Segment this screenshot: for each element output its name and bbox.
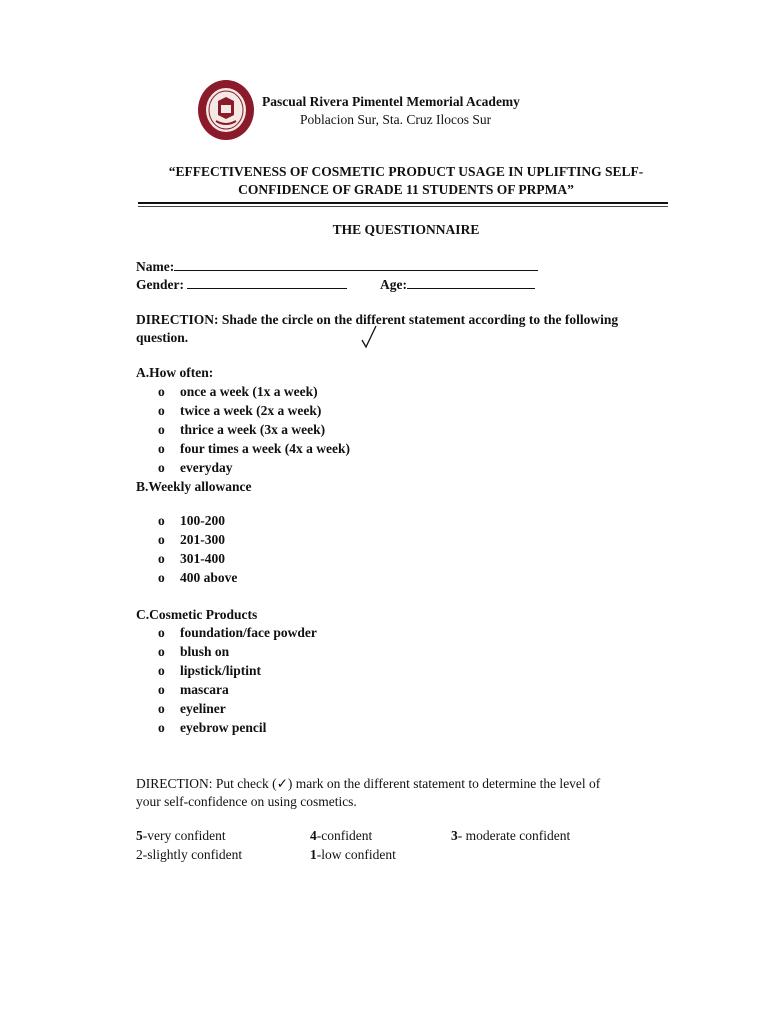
name-blank[interactable] (174, 258, 538, 271)
section-c-options (136, 623, 317, 737)
research-title-line-2: CONFIDENCE OF GRADE 11 STUDENTS OF PRPMA” (238, 182, 574, 197)
option-item[interactable]: o 201-300 (158, 532, 225, 547)
research-title-line-1: “EFFECTIVENESS OF COSMETIC PRODUCT USAGE IN UPLIFTING SELF- (168, 164, 644, 179)
option-item[interactable]: o foundation/face powder (158, 625, 317, 640)
direction-1-line-1: DIRECTION: Shade the circle on the different statement according to the following (136, 312, 619, 327)
scale-4: 4-confident (310, 828, 373, 843)
scale-5: 5-very confident (136, 828, 226, 843)
age-label: Age: (380, 277, 407, 292)
bullet-circle-icon: o (158, 532, 165, 547)
title-divider-thick (138, 202, 668, 204)
direction-2-line-2: your self-confidence on using cosmetics. (136, 794, 357, 809)
gender-blank[interactable] (187, 276, 347, 289)
bullet-circle-icon: o (158, 513, 165, 528)
school-address: Poblacion Sur, Sta. Cruz Ilocos Sur (300, 112, 492, 127)
option-item[interactable]: o eyeliner (158, 701, 226, 716)
section-a-heading: A.How often: (136, 365, 214, 380)
bullet-circle-icon: o (158, 701, 165, 716)
option-item[interactable]: o blush on (158, 644, 230, 659)
bullet-circle-icon: o (158, 403, 165, 418)
gender-label: Gender: (136, 277, 184, 292)
bullet-circle-icon: o (158, 384, 165, 399)
option-item[interactable]: o eyebrow pencil (158, 720, 267, 735)
bullet-circle-icon: o (158, 720, 165, 735)
scale-3: 3- moderate confident (451, 828, 571, 843)
bullet-circle-icon: o (158, 551, 165, 566)
option-item[interactable]: o four times a week (4x a week) (158, 441, 350, 456)
section-b-options (136, 511, 237, 587)
age-field-row (380, 276, 535, 293)
age-blank[interactable] (407, 276, 535, 289)
direction-2-line-1: DIRECTION: Put check (✓) mark on the different statement to determine the level of (136, 776, 601, 791)
option-item[interactable]: o lipstick/liptint (158, 663, 262, 678)
school-name: Pascual Rivera Pimentel Memorial Academy (262, 94, 520, 109)
gender-field-row (136, 276, 347, 293)
option-item[interactable]: o everyday (158, 460, 233, 475)
option-item[interactable]: o mascara (158, 682, 229, 697)
option-item[interactable]: o 100-200 (158, 513, 225, 528)
bullet-circle-icon: o (158, 625, 165, 640)
option-item[interactable]: o 301-400 (158, 551, 225, 566)
option-item[interactable]: o twice a week (2x a week) (158, 403, 322, 418)
section-a-options (136, 382, 350, 477)
bullet-circle-icon: o (158, 644, 165, 659)
bullet-circle-icon: o (158, 422, 165, 437)
check-mark-icon (360, 324, 378, 350)
bullet-circle-icon: o (158, 663, 165, 678)
option-item[interactable]: o 400 above (158, 570, 238, 585)
bullet-circle-icon: o (158, 682, 165, 697)
bullet-circle-icon: o (158, 570, 165, 585)
option-item[interactable]: o once a week (1x a week) (158, 384, 318, 399)
scale-2: 2-slightly confident (136, 847, 243, 862)
option-item[interactable]: o thrice a week (3x a week) (158, 422, 326, 437)
school-seal-icon (197, 79, 255, 141)
direction-1-line-2: question. (136, 330, 189, 345)
scale-1: 1-low confident (310, 847, 396, 862)
section-c-heading: C.Cosmetic Products (136, 607, 258, 622)
questionnaire-heading: THE QUESTIONNAIRE (332, 222, 480, 237)
section-b-heading: B.Weekly allowance (136, 479, 252, 494)
name-field-row (136, 258, 538, 275)
bullet-circle-icon: o (158, 441, 165, 456)
bullet-circle-icon: o (158, 460, 165, 475)
name-label: Name: (136, 259, 175, 274)
title-divider-thin (138, 206, 668, 207)
